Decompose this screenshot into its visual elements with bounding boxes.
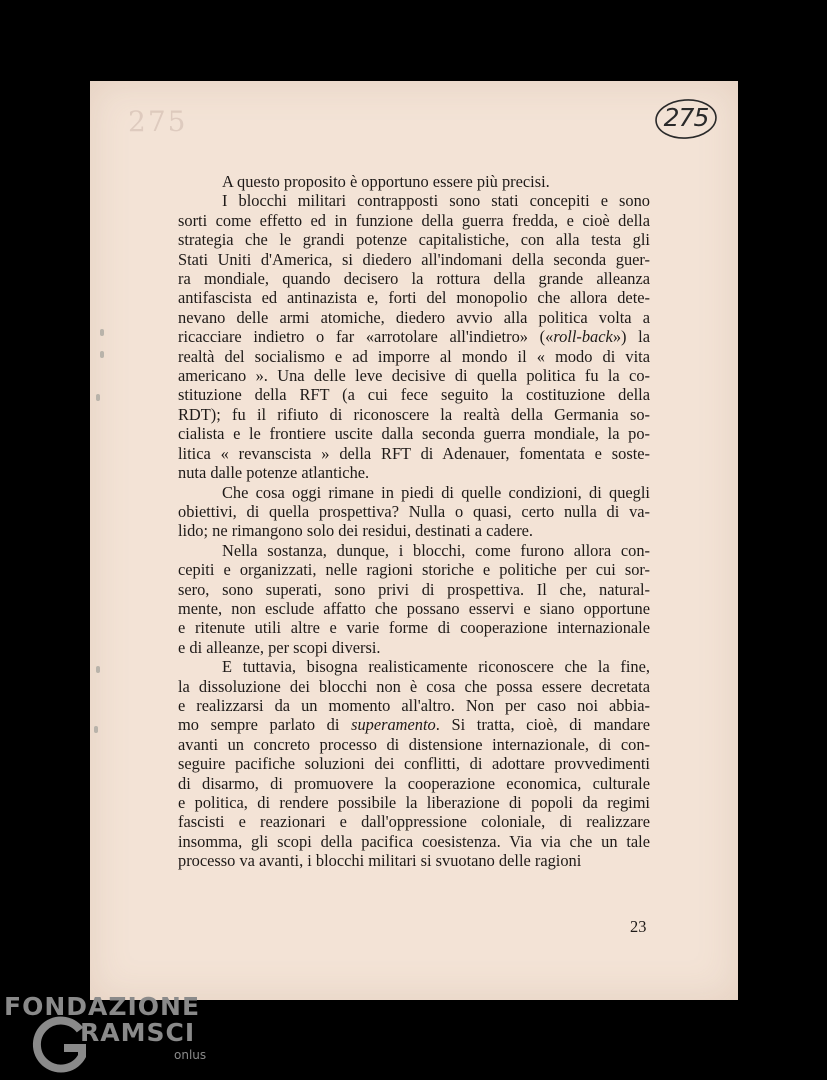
text-line: nevano delle armi atomiche, diedero avvio alla politica volta a	[178, 307, 650, 327]
text-line: seguire pacifiche soluzioni dei conflitti, di adottare provvedimenti	[178, 754, 650, 774]
text-line: americano ». Una delle leve decisive di quella politica fu la co-	[178, 366, 650, 386]
edge-mark	[94, 726, 98, 733]
fondazione-gramsci-watermark	[4, 990, 214, 1080]
watermark-line-1: FONDAZIONE	[4, 992, 201, 1021]
text-line: e ritenute utili altre e varie forme di cooperazione internazionale	[178, 618, 650, 638]
archive-stamp	[654, 97, 718, 141]
text-line: e realizzarsi da un momento all'altro. Non per caso noi abbia-	[178, 695, 650, 715]
text-line: antifascista ed antinazista e, forti del monopolio che allora dete-	[178, 288, 650, 308]
text-line: realtà del socialismo e ad imporre al mondo il « modo di vita	[178, 346, 650, 366]
text-line: ricacciare indietro o far «arrotolare all'indietro» («roll-back») la	[178, 327, 650, 347]
text-line: mo sempre parlato di superamento. Si tratta, cioè, di mandare	[178, 715, 651, 735]
text-line: sero, sono superati, sono privi di prospettiva. Il che, natural-	[178, 579, 650, 599]
watermark-onlus: onlus	[174, 1048, 207, 1062]
text-line: insomma, gli scopi della pacifica coesistenza. Via via che un tale	[178, 831, 650, 851]
edge-mark	[100, 329, 104, 336]
text-line: cialista e le frontiere uscite dalla seconda guerra mondiale, la po-	[178, 424, 650, 444]
text-line: avanti un concreto processo di distensione internazionale, di con-	[178, 734, 650, 754]
text-line: Che cosa oggi rimane in piedi di quelle condizioni, di quegli	[222, 482, 650, 502]
text-line: stituzione della RFT (a cui fece seguito la costituzione della	[178, 385, 650, 405]
faded-archive-number: 275	[128, 105, 188, 138]
text-line: nuta dalle potenze atlantiche.	[178, 463, 370, 483]
text-line: litica « revanscista » della RFT di Adenauer, fomentata e soste-	[178, 443, 650, 463]
text-line: RDT); fu il rifiuto di riconoscere la realtà della Germania so-	[178, 404, 650, 424]
text-line: obiettivi, di quella prospettiva? Nulla o quasi, certo nulla di va-	[178, 501, 650, 521]
text-line: processo va avanti, i blocchi militari si svuotano delle ragioni	[178, 851, 582, 871]
edge-mark	[96, 394, 100, 401]
document-page	[90, 81, 738, 1000]
text-line: A questo proposito è opportuno essere più precisi.	[222, 172, 550, 191]
text-line: ra mondiale, quando decisero la rottura della grande alleanza	[178, 269, 650, 289]
text-line: cepiti e organizzati, nelle ragioni storiche e politiche per cui sor-	[178, 560, 650, 580]
page-number: 23	[630, 917, 647, 936]
text-line: di disarmo, di promuovere la cooperazione economica, culturale	[178, 773, 650, 793]
text-line: Nella sostanza, dunque, i blocchi, come furono allora con-	[222, 540, 650, 560]
edge-mark	[96, 666, 100, 673]
text-line: e politica, di rendere possibile la liberazione di popoli da regimi	[178, 793, 650, 812]
archive-number: 275	[663, 103, 709, 132]
text-line: lido; ne rimangono solo dei residui, destinati a cadere.	[178, 521, 534, 541]
text-line: fascisti e reazionari e dall'oppressione coloniale, di realizzare	[178, 812, 650, 832]
text-line: la dissoluzione dei blocchi non è cosa che possa essere decretata	[178, 676, 650, 696]
text-line: e di alleanze, per scopi diversi.	[178, 637, 381, 657]
text-line: E tuttavia, bisogna realisticamente riconoscere che la fine,	[222, 657, 650, 677]
body-text	[178, 172, 650, 871]
text-line: sorti come effetto ed in funzione della guerra fredda, e cioè della	[178, 210, 650, 230]
watermark-line-2: RAMSCI	[80, 1018, 196, 1047]
text-line: strategia che le grandi potenze capitalistiche, con alla testa gli	[178, 230, 650, 250]
text-line: I blocchi militari contrapposti sono stati concepiti e sono	[222, 191, 650, 211]
text-line: mente, non esclude affatto che possano esservi e siano opportune	[178, 598, 650, 618]
edge-mark	[100, 351, 104, 358]
text-line: Stati Uniti d'America, si diedero all'indomani della seconda guer-	[178, 249, 650, 269]
